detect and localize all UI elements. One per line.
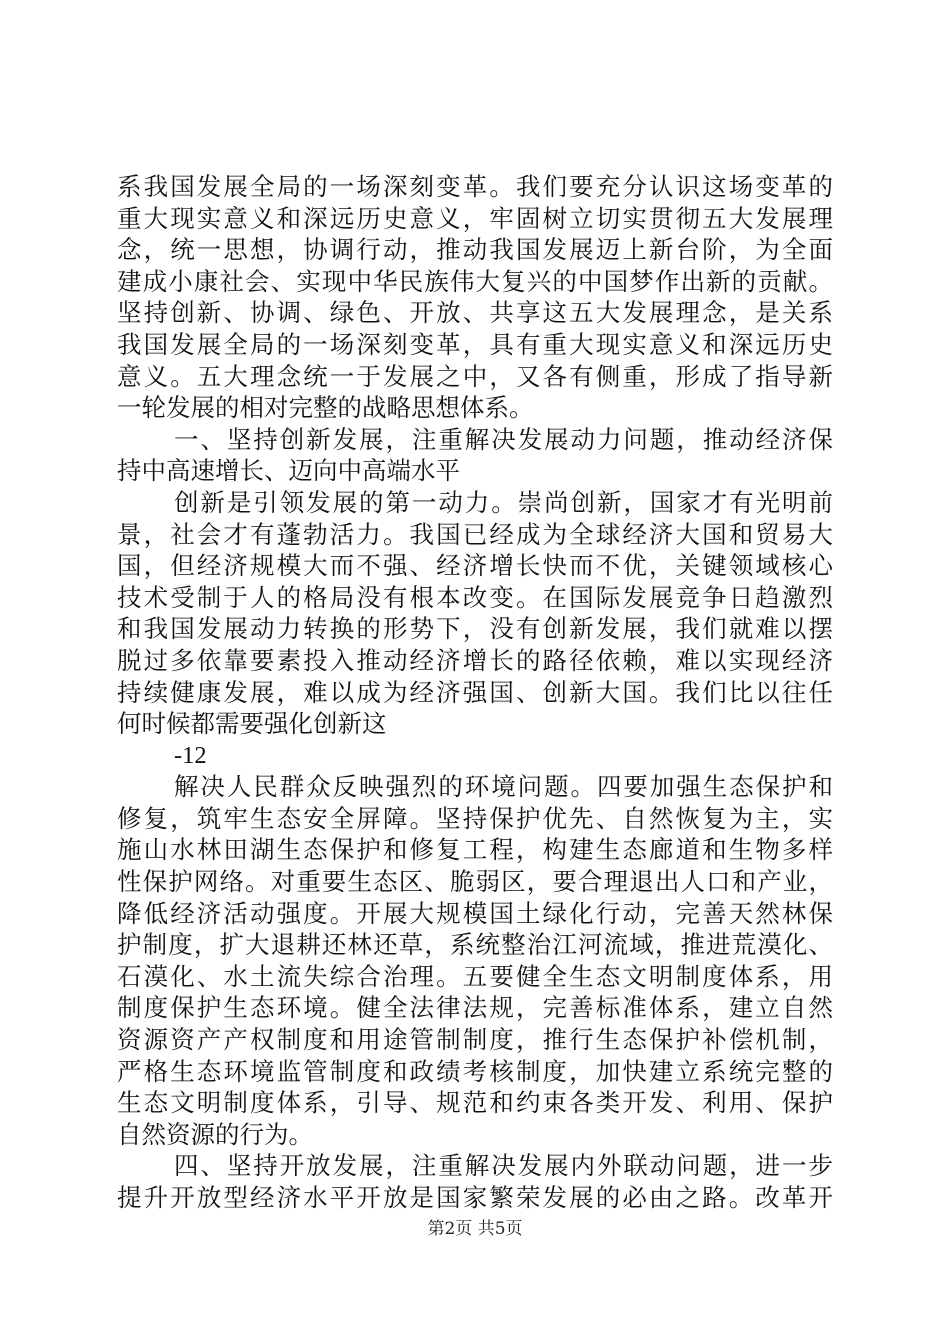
text-line: 资源资产产权制度和用途管制制度，推行生态保护补偿机制， <box>117 1025 833 1055</box>
text-line: 念，统一思想，协调行动，推动我国发展迈上新台阶，为全面 <box>117 235 833 265</box>
text-line: 景，社会才有蓬勃活力。我国已经成为全球经济大国和贸易大 <box>117 519 833 549</box>
text-line: 持续健康发展，难以成为经济强国、创新大国。我们比以往任 <box>117 677 833 707</box>
document-body <box>117 171 833 1214</box>
page-marker: -12 <box>174 741 207 769</box>
page-footer: 第2页 共5页 <box>427 1219 523 1239</box>
text-line: 持中高速增长、迈向中高端水平 <box>117 456 460 486</box>
text-line: 脱过多依靠要素投入推动经济增长的路径依赖，难以实现经济 <box>117 645 833 675</box>
text-line: 四、坚持开放发展，注重解决发展内外联动问题，进一步 <box>174 1151 833 1181</box>
text-line: 自然资源的行为。 <box>117 1119 313 1149</box>
text-line: 一、坚持创新发展，注重解决发展动力问题，推动经济保 <box>174 424 833 454</box>
text-line: 和我国发展动力转换的形势下，没有创新发展，我们就难以摆 <box>117 614 833 644</box>
text-line: 国，但经济规模大而不强、经济增长快而不优，关键领域核心 <box>117 551 833 581</box>
text-line: 护制度，扩大退耕还林还草，系统整治江河流域，推进荒漠化、 <box>117 930 833 960</box>
text-line: 何时候都需要强化创新这 <box>117 709 387 739</box>
text-line: 意义。五大理念统一于发展之中，又各有侧重，形成了指导新 <box>117 361 833 391</box>
text-line: 施山水林田湖生态保护和修复工程，构建生态廊道和生物多样 <box>117 835 833 865</box>
text-line: 降低经济活动强度。开展大规模国土绿化行动，完善天然林保 <box>117 898 833 928</box>
text-line: 建成小康社会、实现中华民族伟大复兴的中国梦作出新的贡献。 <box>117 266 833 296</box>
text-line: 生态文明制度体系，引导、规范和约束各类开发、利用、保护 <box>117 1088 833 1118</box>
text-line: 解决人民群众反映强烈的环境问题。四要加强生态保护和 <box>174 772 833 802</box>
text-line: 制度保护生态环境。健全法律法规，完善标准体系，建立自然 <box>117 993 833 1023</box>
text-line: 技术受制于人的格局没有根本改变。在国际发展竞争日趋激烈 <box>117 582 833 612</box>
text-line: 系我国发展全局的一场深刻变革。我们要充分认识这场变革的 <box>117 172 833 201</box>
text-line: 我国发展全局的一场深刻变革，具有重大现实意义和深远历史 <box>117 329 833 359</box>
text-line: 修复，筑牢生态安全屏障。坚持保护优先、自然恢复为主，实 <box>117 803 833 833</box>
text-line: 一轮发展的相对完整的战略思想体系。 <box>117 393 534 423</box>
text-line: 石漠化、水土流失综合治理。五要健全生态文明制度体系，用 <box>117 961 833 991</box>
text-line: 性保护网络。对重要生态区、脆弱区，要合理退出人口和产业， <box>117 867 833 897</box>
text-line: 重大现实意义和深远历史意义，牢固树立切实贯彻五大发展理 <box>117 203 833 233</box>
text-line: 坚持创新、协调、绿色、开放、共享这五大发展理念，是关系 <box>117 298 833 328</box>
text-line: 提升开放型经济水平开放是国家繁荣发展的必由之路。改革开 <box>117 1183 833 1212</box>
text-line: 创新是引领发展的第一动力。崇尚创新，国家才有光明前 <box>174 487 833 517</box>
text-line: 严格生态环境监管制度和政绩考核制度，加快建立系统完整的 <box>117 1056 833 1086</box>
